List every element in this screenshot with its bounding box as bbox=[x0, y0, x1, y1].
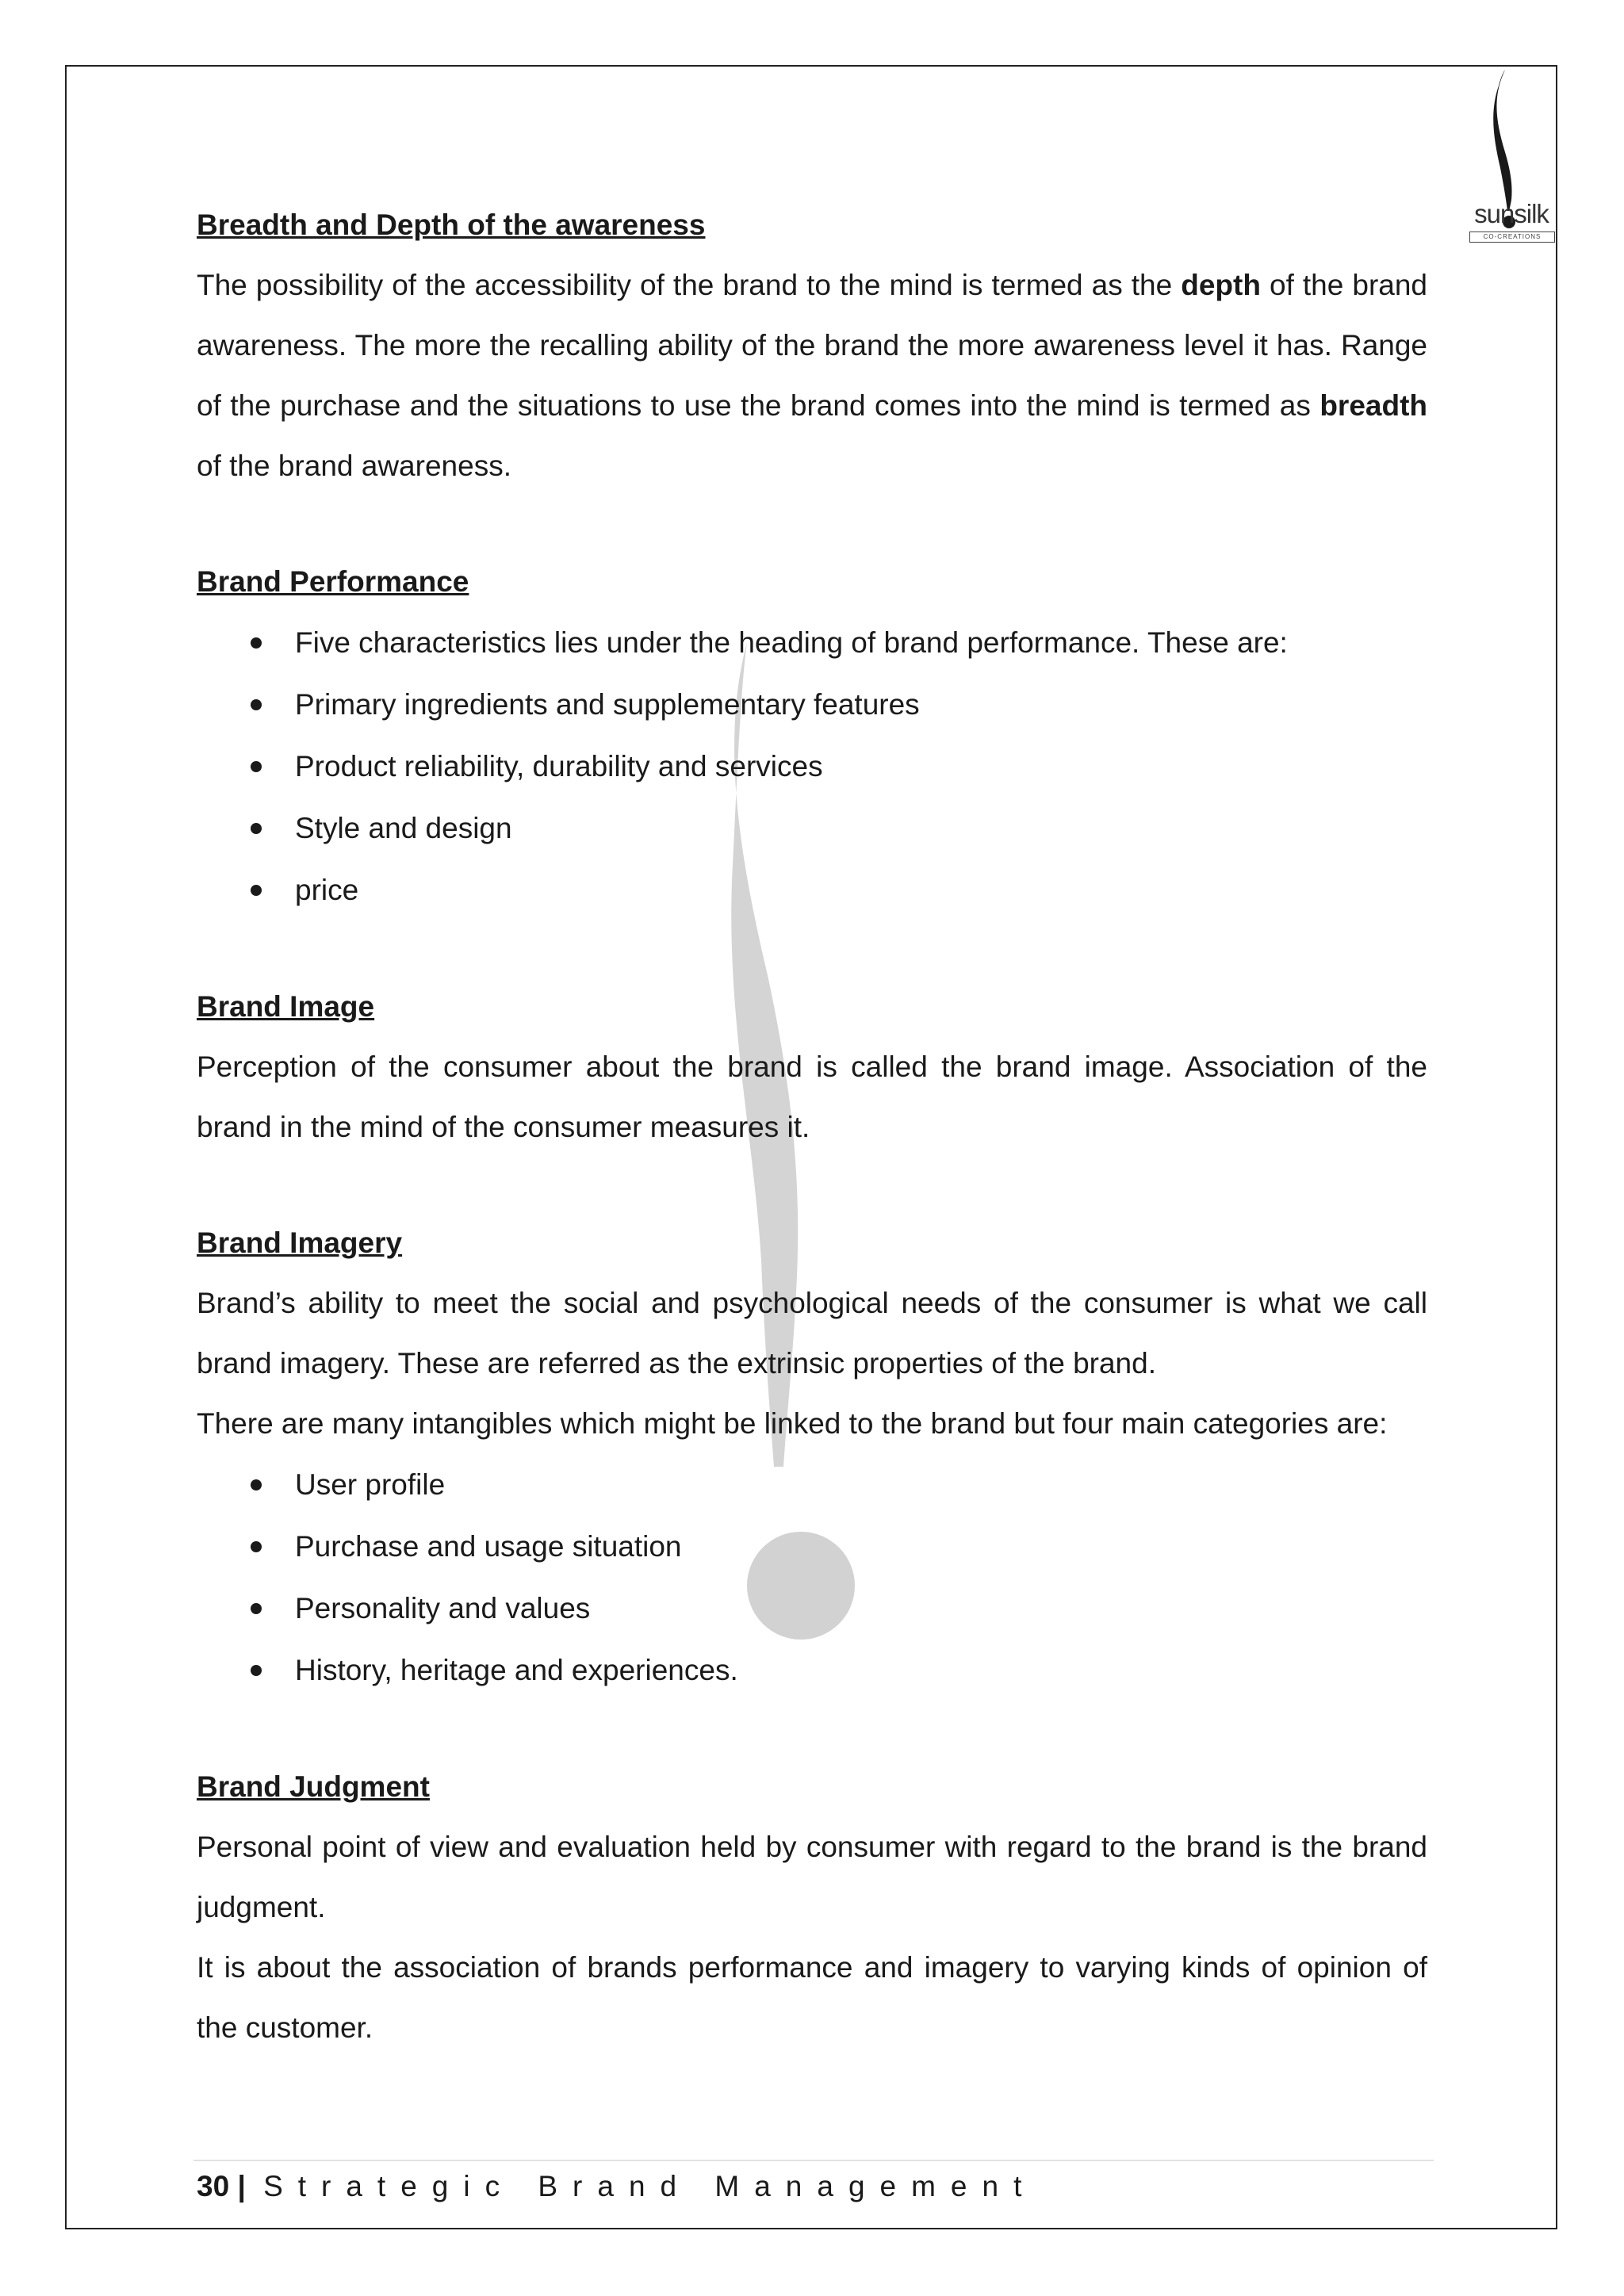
section-brand-performance bbox=[197, 552, 1427, 921]
section-heading: Brand Imagery bbox=[197, 1226, 403, 1259]
section-breadth-and-depth-of-the-awareness bbox=[197, 195, 1427, 496]
text-run: of the brand awareness. bbox=[197, 450, 511, 482]
bullet-icon bbox=[251, 637, 262, 649]
text-run: Personal point of view and evaluation held by consumer with regard to the brand is the brand judgment. bbox=[197, 1831, 1427, 1923]
section-heading: Brand Performance bbox=[197, 565, 469, 598]
footer-separator: | bbox=[237, 2170, 246, 2202]
text-run: The possibility of the accessibility of the brand to the mind is termed as the bbox=[197, 269, 1182, 301]
list-item bbox=[197, 1578, 1427, 1640]
list-item-text: Primary ingredients and supplementary features bbox=[295, 688, 920, 721]
list-item-text: User profile bbox=[295, 1468, 446, 1501]
bold-term: breadth bbox=[1320, 389, 1427, 422]
body-paragraph bbox=[197, 255, 1427, 496]
bullet-icon bbox=[251, 1603, 262, 1614]
bullet-icon bbox=[251, 1541, 262, 1552]
body-paragraph bbox=[197, 1273, 1427, 1394]
list-item-text: History, heritage and experiences. bbox=[295, 1654, 738, 1686]
list-item bbox=[197, 1454, 1427, 1516]
page-number: 30 bbox=[197, 2170, 230, 2202]
section-heading: Brand Judgment bbox=[197, 1770, 430, 1803]
document-body bbox=[197, 195, 1427, 2114]
list-item-text: Purchase and usage situation bbox=[295, 1530, 682, 1563]
footer-title: Strategic Brand Management bbox=[263, 2170, 1037, 2202]
footer-divider bbox=[193, 2160, 1434, 2161]
body-paragraph bbox=[197, 1817, 1427, 1938]
section-heading: Breadth and Depth of the awareness bbox=[197, 209, 706, 241]
text-run: Brand’s ability to meet the social and psychological needs of the consumer is what we call brand imagery. These are referred as the extrinsic properties of the brand. bbox=[197, 1287, 1427, 1380]
bullet-icon bbox=[251, 761, 262, 772]
list-item bbox=[197, 674, 1427, 736]
logo-tagline: CO-CREATIONS bbox=[1469, 232, 1555, 243]
list-item-text: price bbox=[295, 874, 359, 906]
list-item-text: Personality and values bbox=[295, 1592, 591, 1624]
text-run: There are many intangibles which might be linked to the brand but four main categories are: bbox=[197, 1407, 1388, 1440]
bullet-icon bbox=[251, 699, 262, 710]
section-brand-imagery bbox=[197, 1213, 1427, 1701]
bullet-list bbox=[197, 612, 1427, 921]
list-item-text: Product reliability, durability and services bbox=[295, 750, 823, 783]
body-paragraph bbox=[197, 1938, 1427, 2058]
list-item bbox=[197, 1516, 1427, 1578]
bullet-icon bbox=[251, 823, 262, 834]
bold-term: depth bbox=[1181, 269, 1261, 301]
list-item-text: Five characteristics lies under the heading of brand performance. These are: bbox=[295, 626, 1288, 659]
body-paragraph bbox=[197, 1394, 1427, 1454]
text-run: It is about the association of brands performance and imagery to varying kinds of opinion of the customer. bbox=[197, 1951, 1427, 2044]
list-item bbox=[197, 859, 1427, 921]
bullet-icon bbox=[251, 885, 262, 896]
section-heading: Brand Image bbox=[197, 990, 375, 1023]
bullet-icon bbox=[251, 1665, 262, 1676]
text-run: Perception of the consumer about the brand is called the brand image. Association of the brand in the mind of the consumer measures it. bbox=[197, 1050, 1427, 1143]
list-item bbox=[197, 1640, 1427, 1701]
section-brand-judgment bbox=[197, 1757, 1427, 2058]
page-footer bbox=[197, 2168, 1036, 2206]
body-paragraph bbox=[197, 1037, 1427, 1158]
text-run: of the brand awareness. The more the recalling ability of the brand the more awareness level it has. Range of the purchase and the situations to use the brand comes into the mind is termed as bbox=[197, 269, 1427, 422]
bullet-icon bbox=[251, 1479, 262, 1490]
section-brand-image bbox=[197, 977, 1427, 1158]
logo-wordmark: sunsilk bbox=[1474, 199, 1549, 228]
list-item-text: Style and design bbox=[295, 812, 512, 844]
list-item bbox=[197, 736, 1427, 798]
list-item bbox=[197, 612, 1427, 674]
list-item bbox=[197, 798, 1427, 859]
bullet-list bbox=[197, 1454, 1427, 1701]
